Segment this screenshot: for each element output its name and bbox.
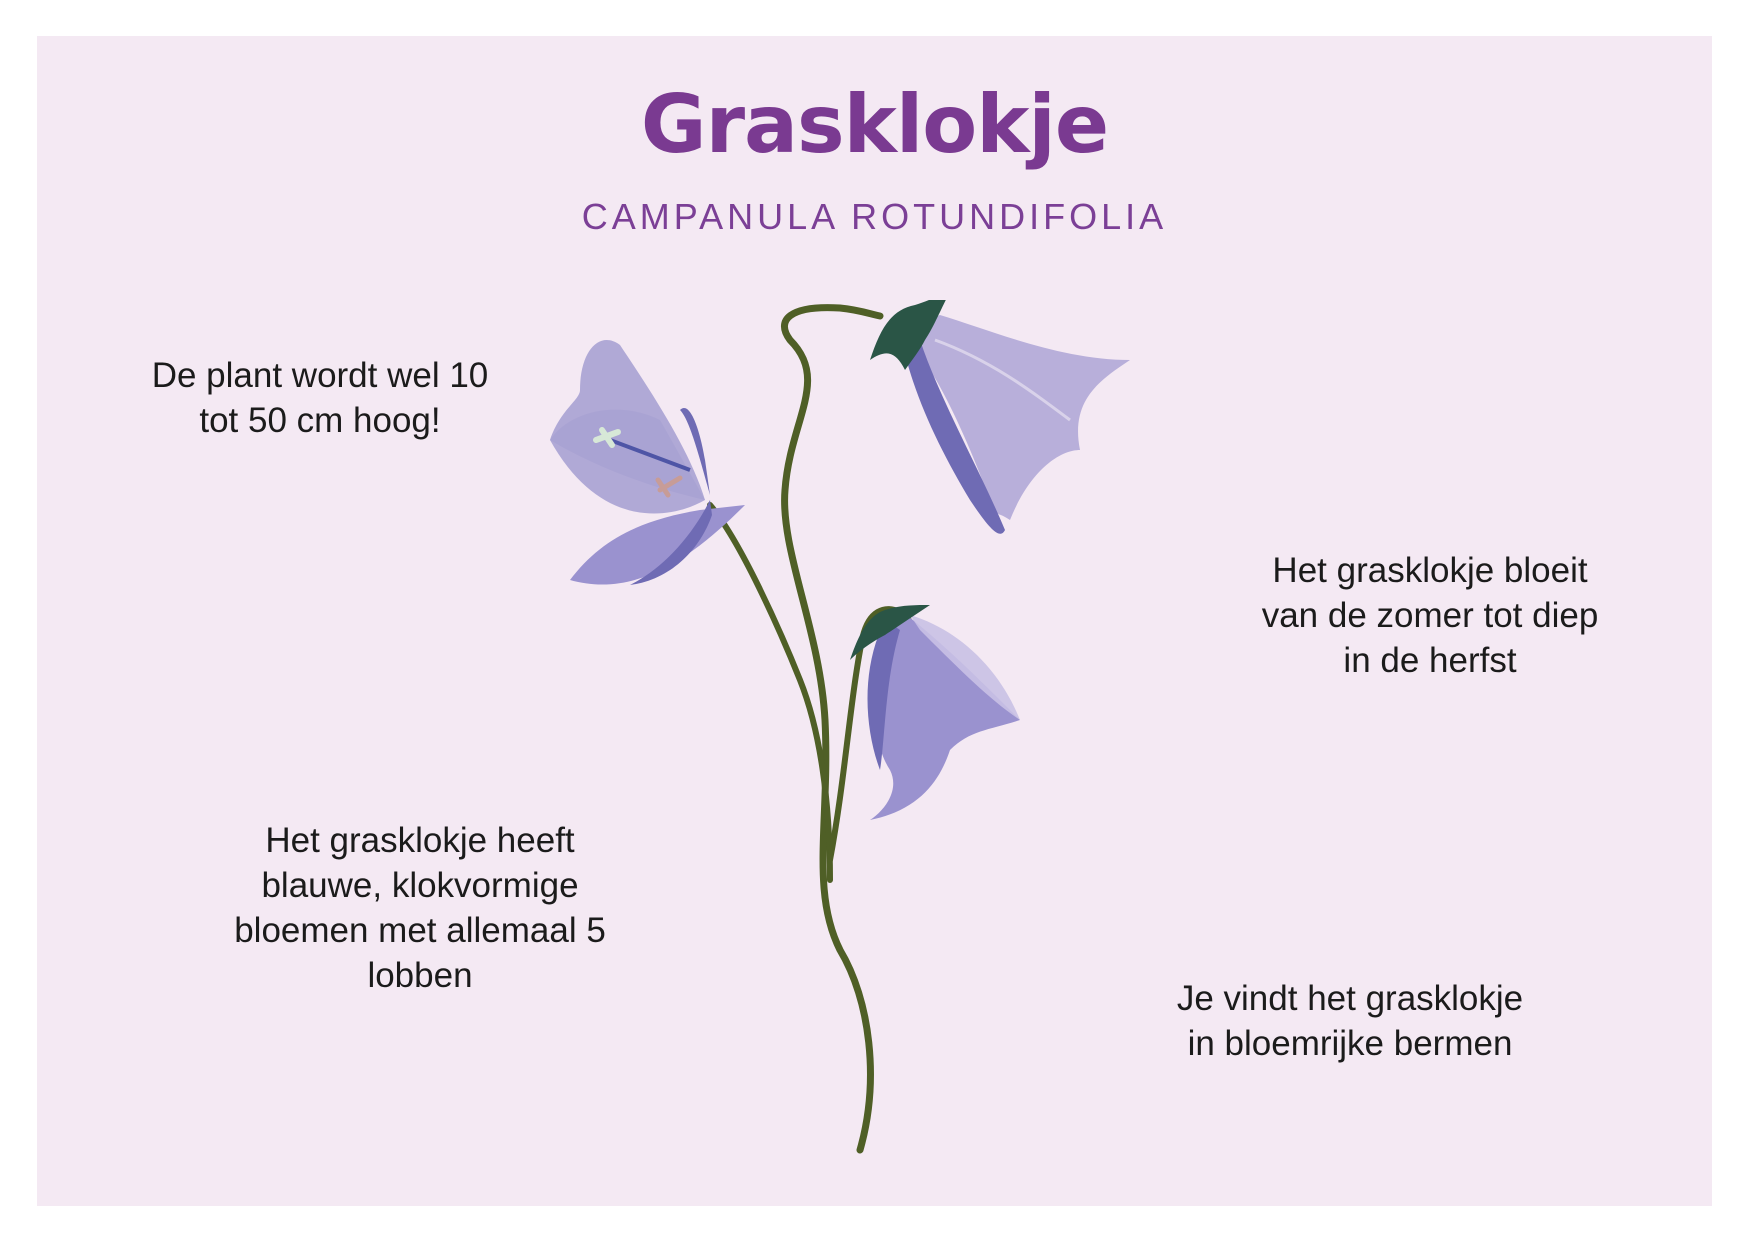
- latin-name-subtitle: CAMPANULA ROTUNDIFOLIA: [581, 196, 1168, 237]
- fact-bloom-season: Het grasklokje bloeit van de zomer tot diep in de herfst: [1261, 551, 1599, 680]
- flower-hanging-top: [870, 300, 1130, 534]
- flower-open-left: [550, 340, 745, 585]
- branch-stem-left: [710, 505, 830, 880]
- main-stem: [784, 308, 880, 1150]
- fact-flower-shape: Het grasklokje heeft blauwe, klokvormige bloemen met allemaal 5 lobben: [234, 821, 606, 995]
- fact-plant-height: De plant wordt wel 10 tot 50 cm hoog!: [151, 356, 489, 440]
- bellflower-illustration: [540, 300, 1220, 1160]
- page-title: Grasklokje: [640, 78, 1109, 171]
- flower-hanging-lower: [850, 605, 1020, 820]
- fact-habitat: Je vindt het grasklokje in bloemrijke bermen: [1176, 979, 1524, 1063]
